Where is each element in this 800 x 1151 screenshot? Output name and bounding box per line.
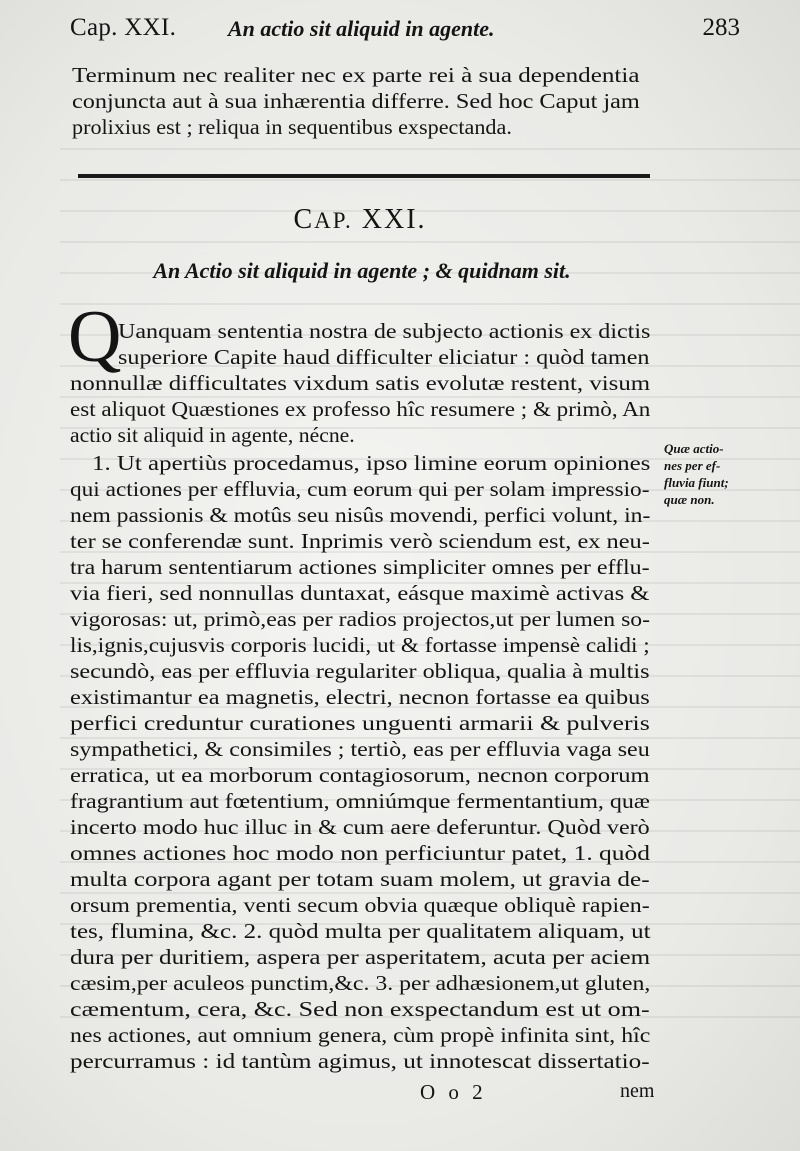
text-line: ter se conferendæ sunt. Inprimis verò sciendum est, ex neu- xyxy=(70,529,650,553)
section-rule xyxy=(78,174,650,178)
text-line: est aliquot Quæstiones ex professo hîc resumere ; & primò, An xyxy=(70,397,651,421)
text-line: cæsim,per aculeos punctim,&c. 3. per adhæsionem,ut gluten, xyxy=(70,971,651,995)
text-line: vigorosas: ut, primò,eas per radios projectos,ut per lumen so- xyxy=(70,607,651,631)
text-line: Terminum nec realiter nec ex parte rei à sua dependentia xyxy=(72,63,640,87)
text-line: lis,ignis,cujusvis corporis lucidi, ut & fortasse impensè calidi ; xyxy=(70,633,650,657)
margin-note-line: fluvia fiunt; xyxy=(664,475,729,490)
catchword: nem xyxy=(620,1080,655,1102)
chapter-heading-cap: C xyxy=(293,204,315,235)
signature-mark: O o 2 xyxy=(420,1080,487,1104)
text-line: tra harum sententiarum actiones simpliciter omnes per efflu- xyxy=(70,555,650,579)
text-line: multa corpora agant per totam suam molem, ut gravia de- xyxy=(70,867,650,891)
text-line: sympathetici, & consimiles ; tertiò, eas per effluvia vaga seu xyxy=(70,737,650,761)
running-head-title: An actio sit aliquid in agente. xyxy=(228,16,495,41)
text-line: perfici creduntur curationes unguenti armarii & pulveris xyxy=(70,711,650,735)
text-line: actio sit aliquid in agente, nécne. xyxy=(70,423,355,447)
text-line: omnes actiones hoc modo non perficiuntur patet, 1. quòd xyxy=(70,841,650,865)
text-line: nonnullæ difficultates vixdum satis evolutæ restent, visum xyxy=(70,371,651,395)
running-head-chapter: Cap. XXI. xyxy=(70,14,177,41)
text-line: erratica, ut ea morborum contagiosorum, necnon corporum xyxy=(70,763,650,787)
margin-note-line: Quæ actio- xyxy=(664,441,724,456)
text-line: nes actiones, aut omnium genera, cùm propè infinita sint, hîc xyxy=(70,1023,651,1047)
text-line: cæmentum, cera, &c. Sed non exspectandum est ut om- xyxy=(70,997,650,1021)
text-line: via fieri, sed nonnullas duntaxat, eásque maximè activas & xyxy=(70,581,650,605)
margin-note-line: quæ non. xyxy=(664,492,715,507)
page-number: 283 xyxy=(702,14,740,41)
text-line: existimantur ea magnetis, electri, necnon fortasse ea quibus xyxy=(70,685,650,709)
chapter-heading-number: XXI. xyxy=(361,204,427,235)
text-line: prolixius est ; reliqua in sequentibus exspectanda. xyxy=(72,115,512,139)
text-line: secundò, eas per effluvia regulariter obliqua, qualia à multis xyxy=(70,659,650,683)
running-head xyxy=(70,14,740,54)
text-line: orsum prementia, venti secum obvia quæque obliquè rapien- xyxy=(70,893,650,917)
text-line: qui actiones per effluvia, cum eorum qui per solam impressio- xyxy=(70,477,650,501)
chapter-subtitle: An Actio sit aliquid in agente ; & quidnam sit. xyxy=(153,258,571,283)
chapter-heading-small: AP. xyxy=(314,208,353,233)
text-line: nem passionis & motûs seu nisûs movendi, perfici volunt, in- xyxy=(70,503,651,527)
text-line: fragrantium aut fœtentium, omniúmque fermentantium, quæ xyxy=(70,789,650,813)
text-line: 1. Ut apertiùs procedamus, ipso limine eorum opiniones xyxy=(92,451,651,475)
text-line: conjuncta aut à sua inhærentia differre. Sed hoc Caput jam xyxy=(72,89,640,113)
chapter-heading xyxy=(0,204,720,236)
text-line: Uanquam sententia nostra de subjecto actionis ex dictis xyxy=(118,319,651,343)
text-line: dura per duritiem, aspera per asperitatem, acuta per aciem xyxy=(70,945,651,969)
text-line: incerto modo huc illuc in & cum aere deferuntur. Quòd verò xyxy=(70,815,650,839)
drop-capital: Q xyxy=(68,296,122,378)
text-line: superiore Capite haud difficulter eliciatur : quòd tamen xyxy=(118,345,650,369)
margin-note xyxy=(664,440,794,508)
text-line: tes, flumina, &c. 2. quòd multa per qualitatem aliquam, ut xyxy=(70,919,651,943)
margin-note-line: nes per ef- xyxy=(664,458,721,473)
text-line: percurramus : id tantùm agimus, ut innotescat dissertatio- xyxy=(70,1049,650,1073)
